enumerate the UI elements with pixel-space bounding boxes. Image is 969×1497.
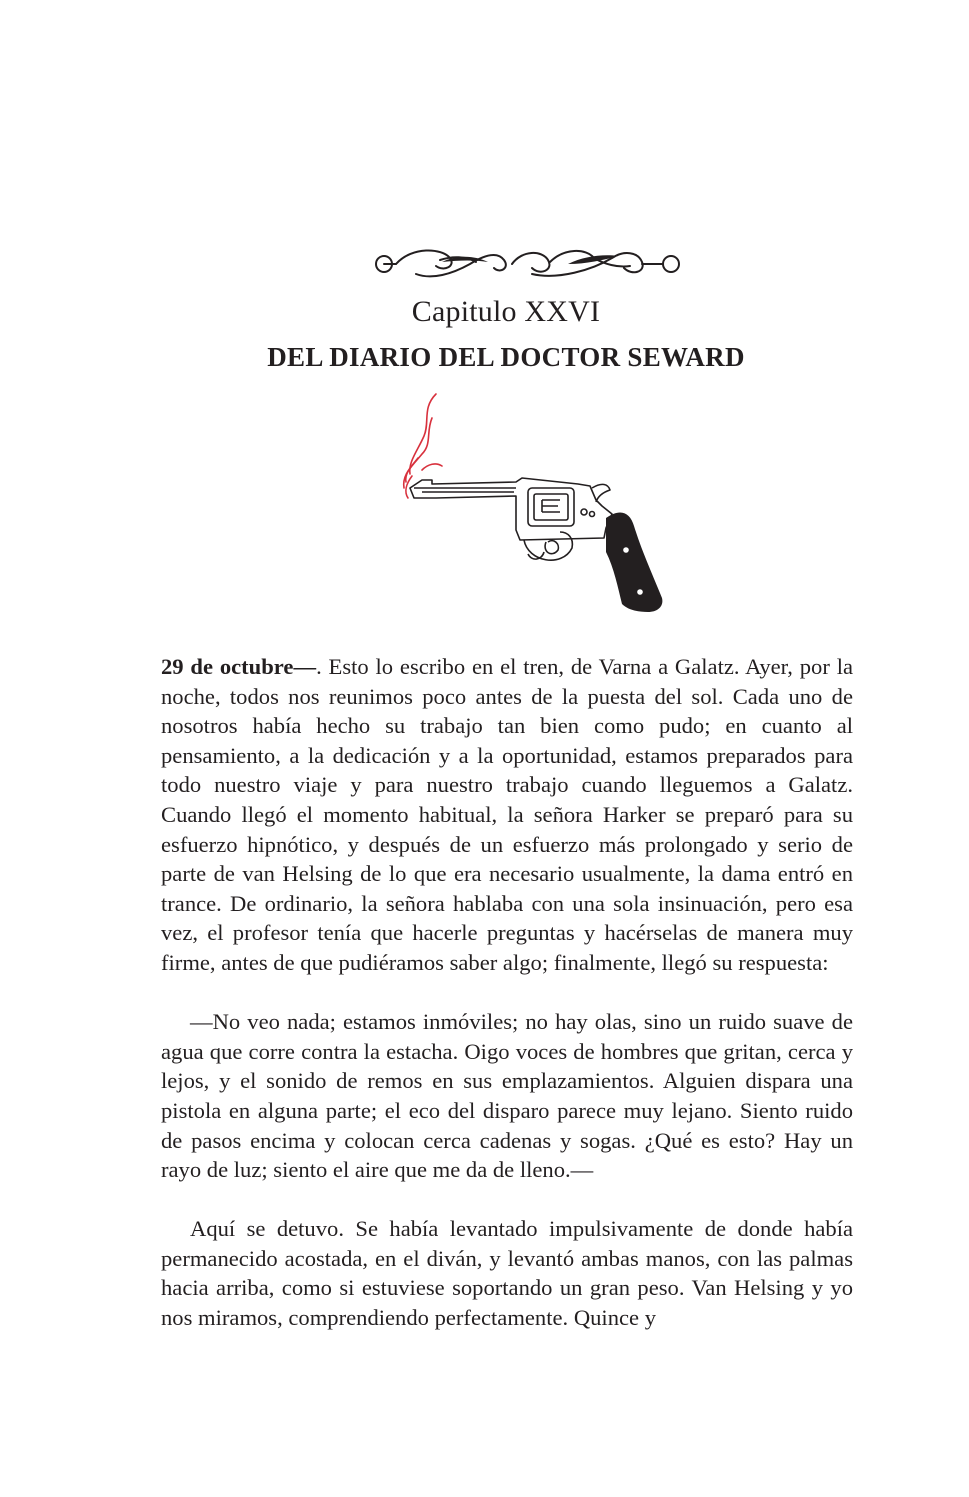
- scroll-flourish-ornament: [372, 244, 684, 284]
- smoke-wisps: [404, 394, 442, 498]
- paragraph-1-text: . Esto lo escribo en el tren, de Varna a Galatz. Ayer, por la noche, todos nos reunimos poco antes de la puesta del sol. Cada uno de nosotros había hecho su trabajo tan bien como pudo; en cuanto al pensamiento, a la dedicación y a la oportunidad, estamos preparados para todo nuestro viaje y para nuestro trabajo cuando lleguemos a Galatz. Cuando llegó el momento habitual, la señora Harker se preparó para su esfuerzo hipnótico, y después de un esfuerzo más prolongado y serio de parte de van Helsing de lo que era necesario usualmente, la dama entró en trance. De ordinario, la señora hablaba con una sola insinuación, pero esa vez, el profesor tenía que hacerle preguntas y hacérselas de manera muy firme, antes de que pudiéramos saber algo; finalmente, llegó su respuesta:: [161, 654, 854, 975]
- paragraph-3: Aquí se detuvo. Se había levantado impulsivamente de donde había permanecido acostada, en el diván, y levantó ambas manos, con las palmas hacia arriba, como si estuviese soportando un gran peso. Van Helsing y yo nos miramos, comprendiendo perfectamente. Quince y: [161, 1216, 853, 1331]
- revolver-outline: [410, 478, 612, 560]
- diary-date: 29 de octubre—: [161, 654, 317, 679]
- revolver-grip: [606, 512, 662, 612]
- smoking-revolver-illustration: [392, 392, 672, 616]
- paragraph-1: [161, 652, 853, 978]
- chapter-title: DEL DIARIO DEL DOCTOR SEWARD: [267, 342, 745, 372]
- paragraph-2: —No veo nada; estamos inmóviles; no hay olas, sino un ruido suave de agua que corre contra la estacha. Oigo voces de hombres que gritan, cerca y lejos, y el sonido de remos en sus emplazamientos. Alguien dispara una pistola en alguna parte; el eco del disparo parece muy lejano. Siento ruido de pasos encima y colocan cerca cadenas y sogas. ¿Qué es esto? Hay un rayo de luz; siento el aire que me da de lleno.—: [161, 1009, 853, 1183]
- body-text: [161, 652, 853, 1333]
- chapter-number: Capitulo XXVI: [411, 295, 601, 328]
